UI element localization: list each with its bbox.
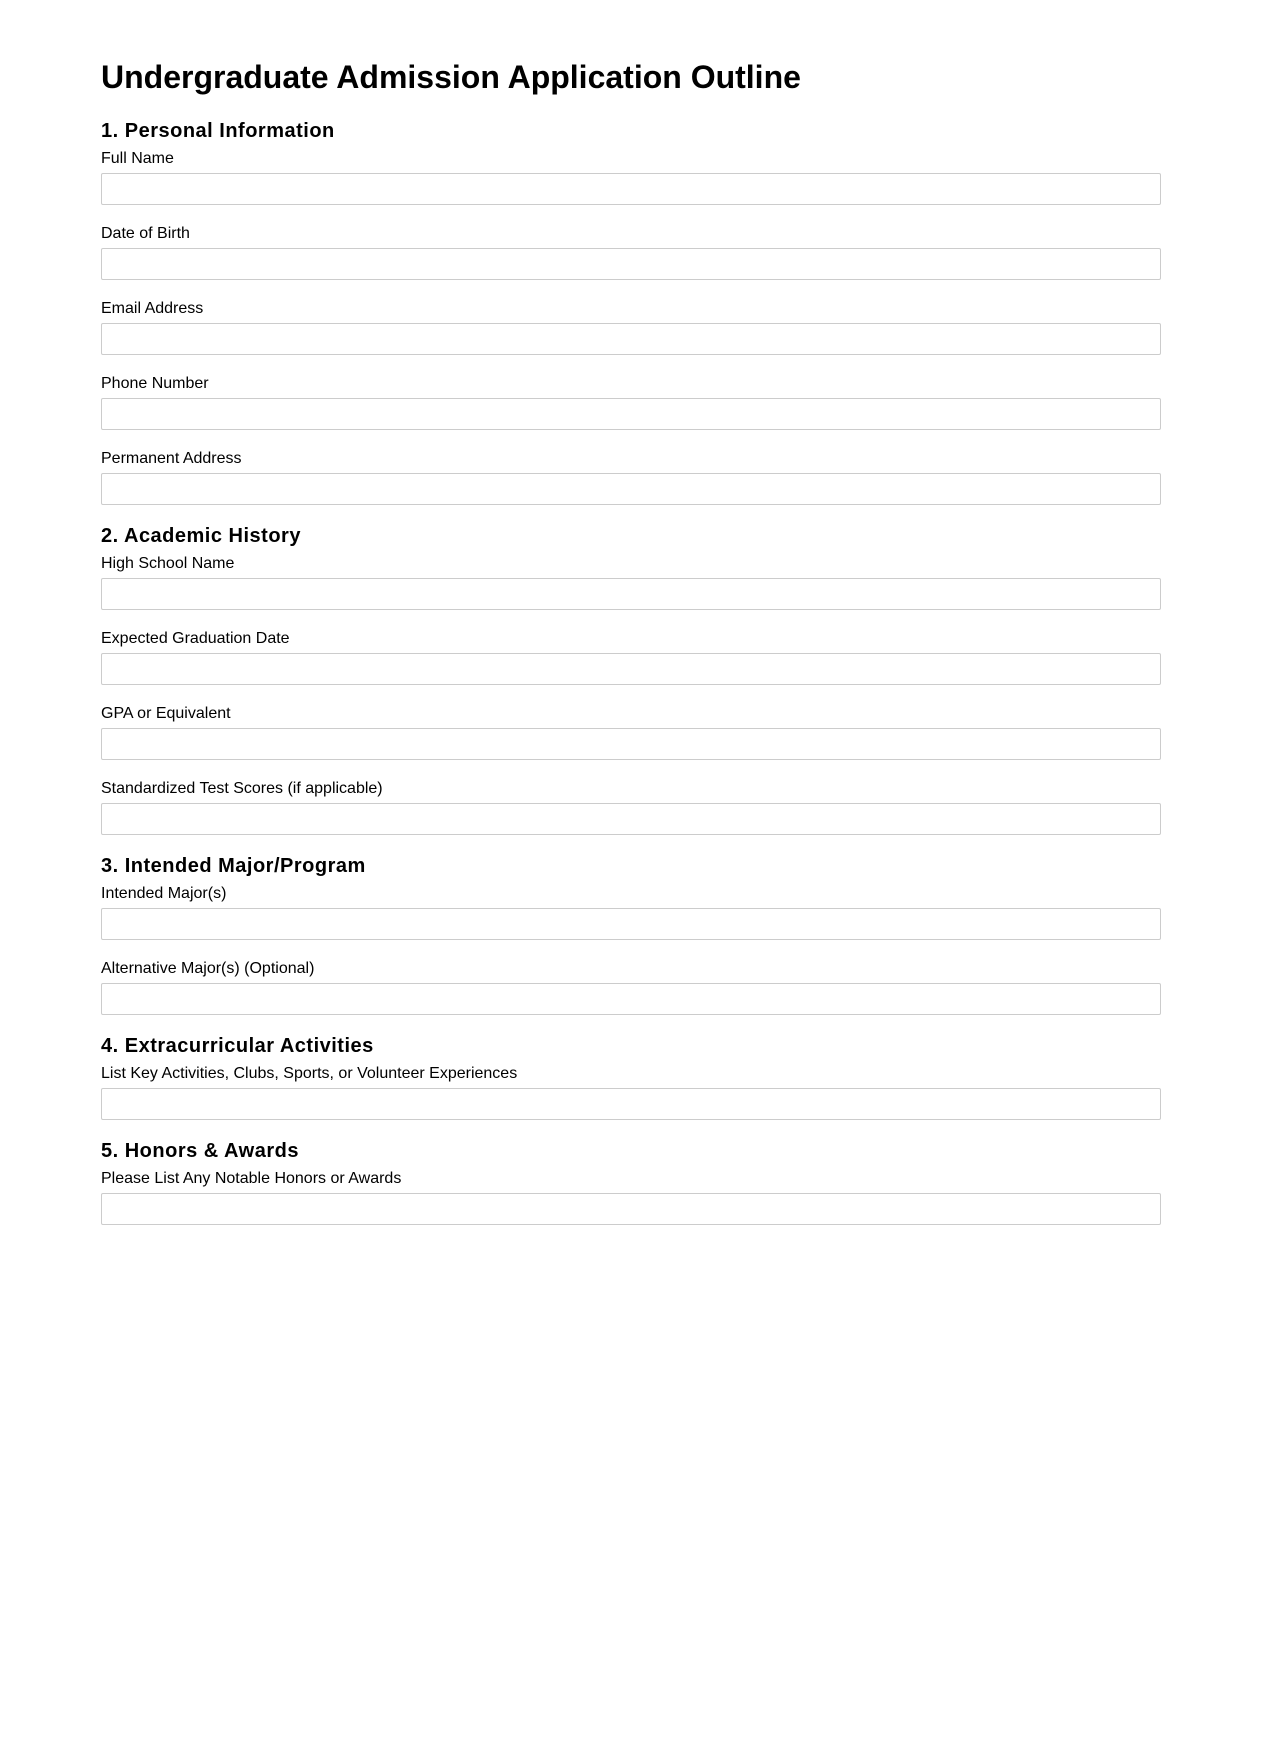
- field-label: Email Address: [101, 300, 204, 317]
- alternative-major-input[interactable]: [101, 983, 1161, 1015]
- field-label: List Key Activities, Clubs, Sports, or Volunteer Experiences: [101, 1065, 518, 1082]
- field-activities: [101, 1065, 1161, 1120]
- activities-input[interactable]: [101, 1088, 1161, 1120]
- field-label: Expected Graduation Date: [101, 630, 290, 647]
- field-email-address: [101, 300, 1161, 355]
- section-heading: 1. Personal Information: [101, 120, 335, 142]
- phone-number-input[interactable]: [101, 398, 1161, 430]
- permanent-address-input[interactable]: [101, 473, 1161, 505]
- intended-major-input[interactable]: [101, 908, 1161, 940]
- field-high-school-name: [101, 555, 1161, 610]
- field-label: GPA or Equivalent: [101, 705, 231, 722]
- section-personal-information: [101, 120, 1161, 505]
- field-permanent-address: [101, 450, 1161, 505]
- section-extracurricular-activities: [101, 1035, 1161, 1120]
- field-label: Standardized Test Scores (if applicable): [101, 780, 383, 797]
- field-alternative-major: [101, 960, 1161, 1015]
- full-name-input[interactable]: [101, 173, 1161, 205]
- field-phone-number: [101, 375, 1161, 430]
- page-title: Undergraduate Admission Application Outline: [101, 59, 801, 95]
- section-intended-major: [101, 855, 1161, 1015]
- section-heading: 2. Academic History: [101, 525, 301, 547]
- field-label: Intended Major(s): [101, 885, 227, 902]
- field-date-of-birth: [101, 225, 1161, 280]
- expected-graduation-date-input[interactable]: [101, 653, 1161, 685]
- field-label: Alternative Major(s) (Optional): [101, 960, 315, 977]
- field-label: Full Name: [101, 150, 174, 167]
- section-heading: 5. Honors & Awards: [101, 1140, 299, 1162]
- test-scores-input[interactable]: [101, 803, 1161, 835]
- field-gpa: [101, 705, 1161, 760]
- section-heading: 4. Extracurricular Activities: [101, 1035, 374, 1057]
- honors-awards-input[interactable]: [101, 1193, 1161, 1225]
- date-of-birth-input[interactable]: [101, 248, 1161, 280]
- email-address-input[interactable]: [101, 323, 1161, 355]
- high-school-name-input[interactable]: [101, 578, 1161, 610]
- field-label: Phone Number: [101, 375, 209, 392]
- section-honors-awards: [101, 1140, 1161, 1225]
- field-test-scores: [101, 780, 1161, 835]
- field-label: Please List Any Notable Honors or Awards: [101, 1170, 402, 1187]
- field-intended-major: [101, 885, 1161, 940]
- field-label: Date of Birth: [101, 225, 190, 242]
- section-academic-history: [101, 525, 1161, 835]
- section-heading: 3. Intended Major/Program: [101, 855, 366, 877]
- field-full-name: [101, 150, 1161, 205]
- field-honors-awards: [101, 1170, 1161, 1225]
- gpa-input[interactable]: [101, 728, 1161, 760]
- field-expected-graduation-date: [101, 630, 1161, 685]
- field-label: High School Name: [101, 555, 235, 572]
- field-label: Permanent Address: [101, 450, 242, 467]
